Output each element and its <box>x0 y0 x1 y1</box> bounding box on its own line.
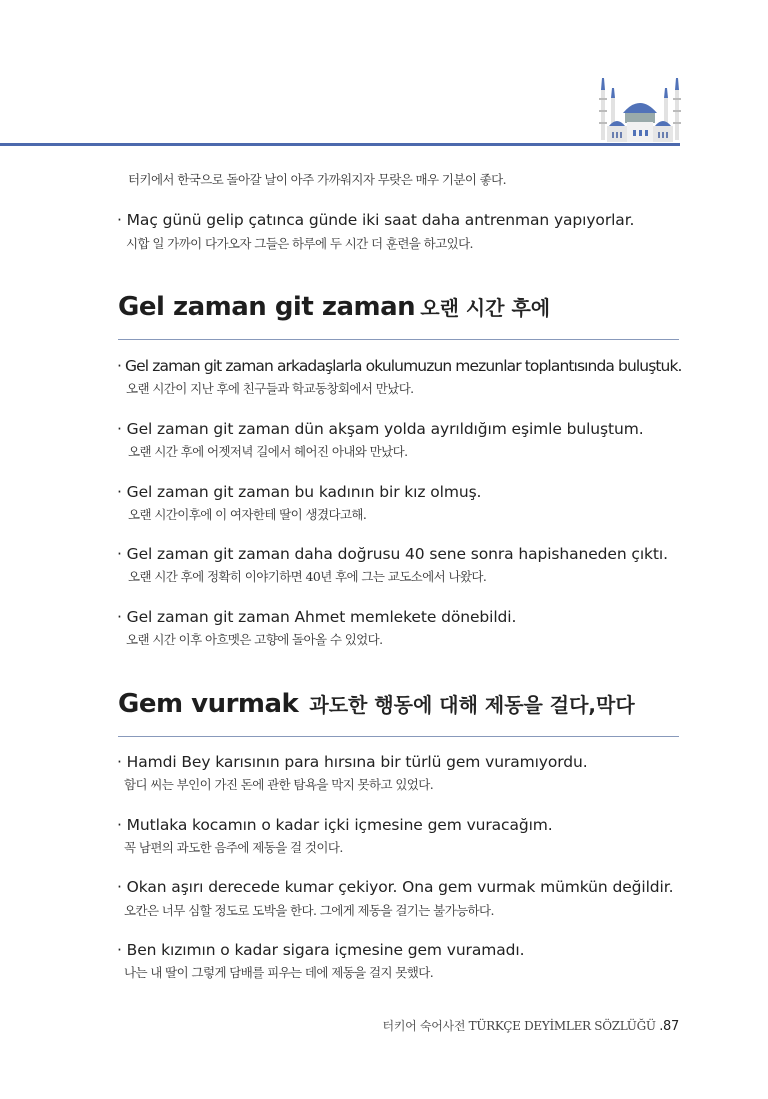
intro-translation: 터키에서 한국으로 돌아갈 날이 아주 가까워지자 무랏은 매우 기분이 좋다. <box>128 172 506 187</box>
example-korean: 오칸은 너무 심할 정도로 도박을 한다. 그에게 제동을 걸기는 불가능하다. <box>124 903 494 918</box>
example-turkish: · Gel zaman git zaman dün akşam yolda ayrıldığım eşimle buluştum. <box>117 420 644 438</box>
page-number: .87 <box>659 1019 679 1034</box>
example-turkish: · Okan aşırı derecede kumar çekiyor. Ona gem vurmak mümkün değildir. <box>117 878 674 896</box>
header-rule <box>0 143 680 146</box>
example-turkish: · Gel zaman git zaman arkadaşlarla okulumuzun mezunlar toplantısında buluştuk. <box>117 357 682 375</box>
example-korean: 꼭 남편의 과도한 음주에 제동을 걸 것이다. <box>124 840 343 855</box>
idiom-title: Gel zaman git zaman <box>118 292 416 322</box>
example-turkish: · Hamdi Bey karısının para hırsına bir türlü gem vuramıyordu. <box>117 753 588 771</box>
example-korean: 오랜 시간 이후 아흐멧은 고향에 돌아올 수 있었다. <box>126 632 383 647</box>
example-korean: 시합 일 가까이 다가오자 그들은 하루에 두 시간 더 훈련을 하고있다. <box>126 236 473 251</box>
example-korean: 오랜 시간 후에 어젯저녁 길에서 헤어진 아내와 만났다. <box>128 444 408 459</box>
section-rule <box>118 339 679 340</box>
mosque-icon <box>595 78 685 144</box>
example-turkish: · Ben kızımın o kadar sigara içmesine gem vuramadı. <box>117 941 525 959</box>
idiom-heading <box>118 689 635 719</box>
example-korean: 오랜 시간이 지난 후에 친구들과 학교동창회에서 만났다. <box>126 381 414 396</box>
example-turkish: · Gel zaman git zaman Ahmet memlekete dönebildi. <box>117 608 517 626</box>
example-turkish: · Mutlaka kocamın o kadar içki içmesine gem vuracağım. <box>117 816 553 834</box>
example-turkish: · Gel zaman git zaman daha doğrusu 40 sene sonra hapishaneden çıktı. <box>117 545 668 563</box>
page-footer <box>383 1017 679 1034</box>
example-turkish: · Gel zaman git zaman bu kadının bir kız olmuş. <box>117 483 482 501</box>
example-korean: 오랜 시간이후에 이 여자한테 딸이 생겼다고해. <box>128 507 367 522</box>
idiom-heading <box>118 292 550 322</box>
example-korean: 함디 씨는 부인이 가진 돈에 관한 탐욕을 막지 못하고 있었다. <box>124 777 434 792</box>
example-korean: 나는 내 딸이 그렇게 담배를 피우는 데에 제동을 걸지 못했다. <box>124 965 434 980</box>
section-rule <box>118 736 679 737</box>
idiom-title: Gem vurmak <box>118 689 299 719</box>
example-turkish: · Maç günü gelip çatınca günde iki saat daha antrenman yapıyorlar. <box>117 211 635 229</box>
example-korean: 오랜 시간 후에 정확히 이야기하면 40년 후에 그는 교도소에서 나왔다. <box>128 569 487 584</box>
idiom-meaning: 오랜 시간 후에 <box>420 296 551 320</box>
book-title: 터키어 숙어사전 TÜRKÇE DEYİMLER SÖZLÜĞÜ <box>382 1019 656 1033</box>
idiom-meaning: 과도한 행동에 대해 제동을 걸다,막다 <box>309 693 635 717</box>
